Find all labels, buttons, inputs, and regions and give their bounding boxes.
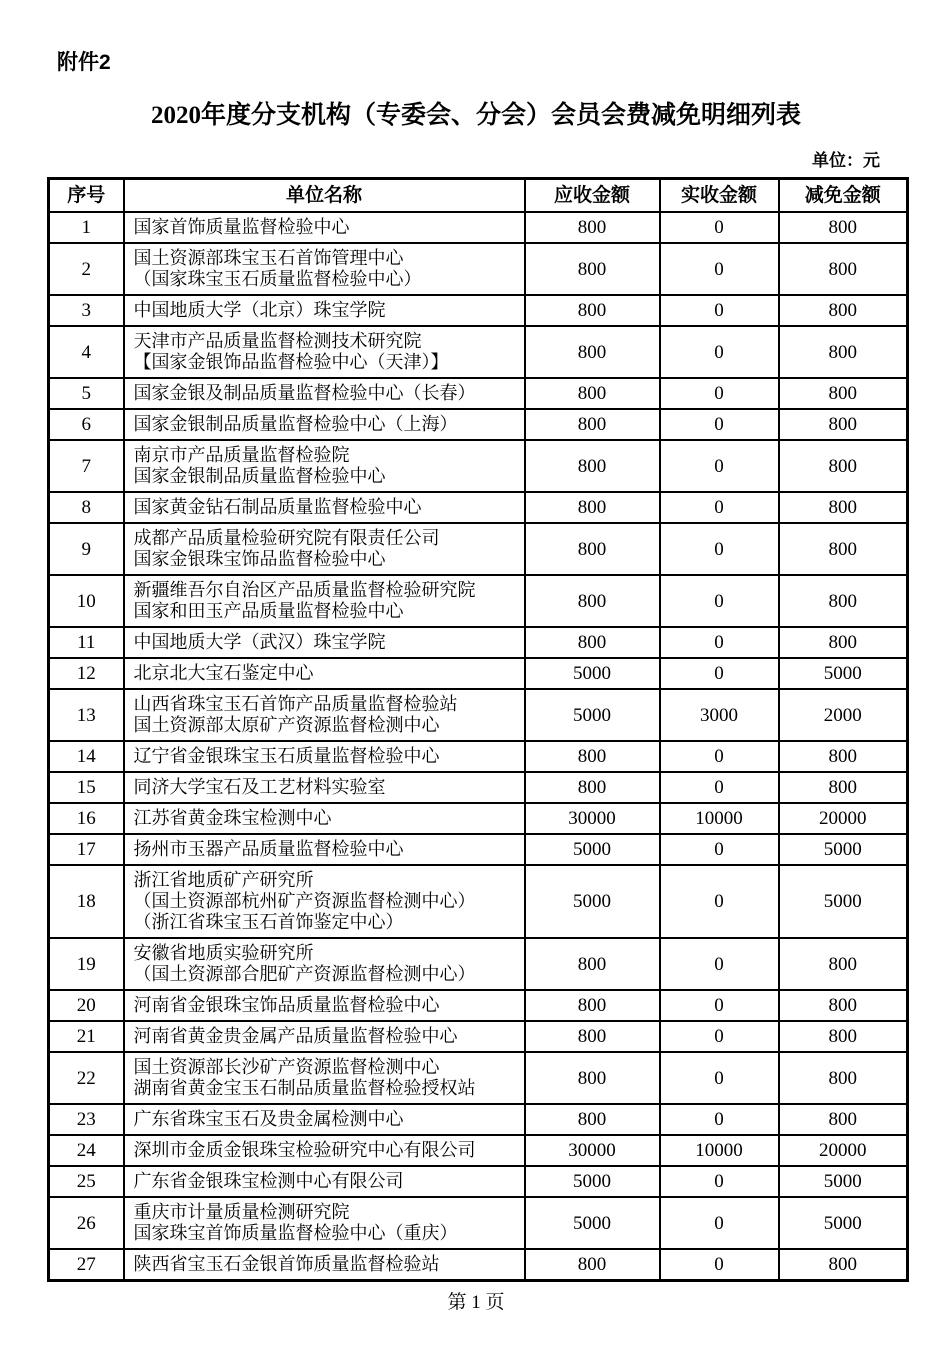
receivable-amount: 800 bbox=[525, 409, 660, 440]
row-no: 5 bbox=[49, 378, 124, 409]
row-no: 23 bbox=[49, 1104, 124, 1135]
unit-name-line: 浙江省地质矿产研究所 bbox=[133, 870, 314, 890]
unit-name bbox=[124, 212, 525, 243]
receivable-amount: 800 bbox=[525, 295, 660, 326]
unit-name-line: 同济大学宝石及工艺材料实验室 bbox=[133, 777, 386, 797]
row-no: 17 bbox=[49, 834, 124, 865]
row-no: 27 bbox=[49, 1249, 124, 1281]
received-amount: 0 bbox=[660, 834, 779, 865]
unit-name-line: 陕西省宝玉石金银首饰质量监督检验站 bbox=[133, 1254, 440, 1274]
reduction-amount: 800 bbox=[779, 1104, 908, 1135]
unit-name-line: 国土资源部珠宝玉石首饰管理中心 bbox=[133, 248, 404, 268]
received-amount: 0 bbox=[660, 1104, 779, 1135]
row-no: 3 bbox=[49, 295, 124, 326]
receivable-amount: 800 bbox=[525, 243, 660, 295]
received-amount: 0 bbox=[660, 575, 779, 627]
received-amount: 0 bbox=[660, 741, 779, 772]
reduction-amount: 800 bbox=[779, 295, 908, 326]
received-amount: 0 bbox=[660, 440, 779, 492]
reduction-amount: 2000 bbox=[779, 689, 908, 741]
reduction-amount: 800 bbox=[779, 523, 908, 575]
unit-name-line: 国家金银制品质量监督检验中心 bbox=[133, 466, 386, 486]
row-no: 10 bbox=[49, 575, 124, 627]
unit-name bbox=[124, 492, 525, 523]
unit-name bbox=[124, 990, 525, 1021]
received-amount: 0 bbox=[660, 1052, 779, 1104]
row-no: 6 bbox=[49, 409, 124, 440]
unit-name-line: 深圳市金质金银珠宝检验研究中心有限公司 bbox=[133, 1140, 476, 1160]
unit-name-line: 【国家金银饰品监督检验中心（天津）】 bbox=[133, 352, 449, 372]
table-row bbox=[49, 212, 908, 243]
unit-name bbox=[124, 741, 525, 772]
unit-name bbox=[124, 1021, 525, 1052]
receivable-amount: 5000 bbox=[525, 1166, 660, 1197]
table-row bbox=[49, 1135, 908, 1166]
table-row bbox=[49, 440, 908, 492]
receivable-amount: 5000 bbox=[525, 865, 660, 938]
attachment-label: 附件2 bbox=[57, 51, 111, 74]
table-row bbox=[49, 409, 908, 440]
table-body bbox=[49, 212, 908, 1281]
received-amount: 0 bbox=[660, 1021, 779, 1052]
unit-name bbox=[124, 378, 525, 409]
row-no: 25 bbox=[49, 1166, 124, 1197]
unit-name bbox=[124, 523, 525, 575]
reduction-amount: 800 bbox=[779, 492, 908, 523]
unit-name-line: 湖南省黄金宝玉石制品质量监督检验授权站 bbox=[133, 1078, 476, 1098]
table-row bbox=[49, 865, 908, 938]
row-no: 8 bbox=[49, 492, 124, 523]
unit-name-line: 山西省珠宝玉石首饰产品质量监督检验站 bbox=[133, 694, 458, 714]
unit-name bbox=[124, 1249, 525, 1281]
table-row bbox=[49, 1197, 908, 1249]
table-row bbox=[49, 243, 908, 295]
received-amount: 10000 bbox=[660, 803, 779, 834]
unit-name bbox=[124, 1135, 525, 1166]
header-received: 实收金额 bbox=[660, 179, 779, 213]
received-amount: 0 bbox=[660, 990, 779, 1021]
reduction-amount: 800 bbox=[779, 378, 908, 409]
receivable-amount: 800 bbox=[525, 523, 660, 575]
row-no: 18 bbox=[49, 865, 124, 938]
receivable-amount: 800 bbox=[525, 990, 660, 1021]
receivable-amount: 800 bbox=[525, 1249, 660, 1281]
unit-name bbox=[124, 627, 525, 658]
reduction-amount: 800 bbox=[779, 627, 908, 658]
unit-name-line: 河南省黄金贵金属产品质量监督检验中心 bbox=[133, 1026, 458, 1046]
row-no: 4 bbox=[49, 326, 124, 378]
table-row bbox=[49, 741, 908, 772]
unit-name-line: 国土资源部长沙矿产资源监督检测中心 bbox=[133, 1057, 440, 1077]
unit-name-line: 河南省金银珠宝饰品质量监督检验中心 bbox=[133, 995, 440, 1015]
unit-name-line: 天津市产品质量监督检测技术研究院 bbox=[133, 331, 422, 351]
received-amount: 3000 bbox=[660, 689, 779, 741]
unit-name bbox=[124, 1052, 525, 1104]
unit-name-line: 国家金银及制品质量监督检验中心（长春） bbox=[133, 383, 476, 403]
received-amount: 0 bbox=[660, 658, 779, 689]
table-row bbox=[49, 938, 908, 990]
receivable-amount: 800 bbox=[525, 492, 660, 523]
unit-name bbox=[124, 1166, 525, 1197]
unit-name bbox=[124, 326, 525, 378]
receivable-amount: 800 bbox=[525, 440, 660, 492]
unit-name bbox=[124, 575, 525, 627]
table-row bbox=[49, 326, 908, 378]
table-row bbox=[49, 834, 908, 865]
reduction-amount: 800 bbox=[779, 1021, 908, 1052]
reduction-amount: 800 bbox=[779, 212, 908, 243]
table-row bbox=[49, 295, 908, 326]
row-no: 22 bbox=[49, 1052, 124, 1104]
receivable-amount: 5000 bbox=[525, 1197, 660, 1249]
receivable-amount: 5000 bbox=[525, 689, 660, 741]
reduction-amount: 800 bbox=[779, 409, 908, 440]
row-no: 26 bbox=[49, 1197, 124, 1249]
receivable-amount: 800 bbox=[525, 326, 660, 378]
unit-name bbox=[124, 689, 525, 741]
unit-name-line: 重庆市计量质量检测研究院 bbox=[133, 1202, 350, 1222]
received-amount: 0 bbox=[660, 523, 779, 575]
table-row bbox=[49, 1166, 908, 1197]
unit-name-line: 辽宁省金银珠宝玉石质量监督检验中心 bbox=[133, 746, 440, 766]
unit-name bbox=[124, 938, 525, 990]
reduction-amount: 800 bbox=[779, 938, 908, 990]
received-amount: 0 bbox=[660, 1249, 779, 1281]
table-row bbox=[49, 1052, 908, 1104]
table-row bbox=[49, 378, 908, 409]
received-amount: 0 bbox=[660, 326, 779, 378]
unit-name bbox=[124, 834, 525, 865]
unit-name-line: 中国地质大学（北京）珠宝学院 bbox=[133, 300, 386, 320]
receivable-amount: 800 bbox=[525, 575, 660, 627]
reduction-amount: 5000 bbox=[779, 865, 908, 938]
row-no: 21 bbox=[49, 1021, 124, 1052]
receivable-amount: 800 bbox=[525, 1052, 660, 1104]
receivable-amount: 5000 bbox=[525, 658, 660, 689]
unit-name-line: 北京北大宝石鉴定中心 bbox=[133, 663, 314, 683]
received-amount: 0 bbox=[660, 409, 779, 440]
unit-name bbox=[124, 295, 525, 326]
page-title: 2020年度分支机构（专委会、分会）会员会费减免明细列表 bbox=[150, 102, 801, 129]
reduction-amount: 20000 bbox=[779, 1135, 908, 1166]
unit-name-line: 国家金银珠宝饰品监督检验中心 bbox=[133, 549, 386, 569]
unit-name-line: 新疆维吾尔自治区产品质量监督检验研究院 bbox=[133, 580, 476, 600]
received-amount: 10000 bbox=[660, 1135, 779, 1166]
unit-name-line: （浙江省珠宝玉石首饰鉴定中心） bbox=[133, 912, 404, 932]
header-receivable: 应收金额 bbox=[525, 179, 660, 213]
receivable-amount: 800 bbox=[525, 627, 660, 658]
receivable-amount: 800 bbox=[525, 1021, 660, 1052]
row-no: 19 bbox=[49, 938, 124, 990]
reduction-amount: 800 bbox=[779, 1249, 908, 1281]
unit-name bbox=[124, 803, 525, 834]
receivable-amount: 5000 bbox=[525, 834, 660, 865]
receivable-amount: 800 bbox=[525, 741, 660, 772]
table-row bbox=[49, 627, 908, 658]
table-row bbox=[49, 492, 908, 523]
unit-name-line: 广东省珠宝玉石及贵金属检测中心 bbox=[133, 1109, 404, 1129]
unit-name-line: 国家首饰质量监督检验中心 bbox=[133, 217, 350, 237]
reduction-amount: 5000 bbox=[779, 834, 908, 865]
unit-name-line: 安徽省地质实验研究所 bbox=[133, 943, 314, 963]
reduction-amount: 800 bbox=[779, 741, 908, 772]
unit-name-line: 成都产品质量检验研究院有限责任公司 bbox=[133, 528, 440, 548]
unit-name-line: 国家黄金钻石制品质量监督检验中心 bbox=[133, 497, 422, 517]
row-no: 2 bbox=[49, 243, 124, 295]
reduction-amount: 5000 bbox=[779, 1197, 908, 1249]
row-no: 9 bbox=[49, 523, 124, 575]
fee-reduction-table bbox=[47, 177, 909, 1282]
reduction-amount: 800 bbox=[779, 243, 908, 295]
row-no: 20 bbox=[49, 990, 124, 1021]
unit-name-line: 南京市产品质量监督检验院 bbox=[133, 445, 350, 465]
reduction-amount: 800 bbox=[779, 990, 908, 1021]
row-no: 13 bbox=[49, 689, 124, 741]
receivable-amount: 800 bbox=[525, 212, 660, 243]
unit-name bbox=[124, 409, 525, 440]
table-row bbox=[49, 1021, 908, 1052]
receivable-amount: 30000 bbox=[525, 1135, 660, 1166]
received-amount: 0 bbox=[660, 378, 779, 409]
unit-name-line: 国土资源部太原矿产资源监督检测中心 bbox=[133, 715, 440, 735]
unit-name bbox=[124, 658, 525, 689]
row-no: 7 bbox=[49, 440, 124, 492]
table-row bbox=[49, 1104, 908, 1135]
unit-note: 单位：元 bbox=[812, 151, 880, 170]
row-no: 11 bbox=[49, 627, 124, 658]
received-amount: 0 bbox=[660, 243, 779, 295]
table-row bbox=[49, 990, 908, 1021]
table-row bbox=[49, 523, 908, 575]
received-amount: 0 bbox=[660, 295, 779, 326]
received-amount: 0 bbox=[660, 1197, 779, 1249]
unit-name-line: 广东省金银珠宝检测中心有限公司 bbox=[133, 1171, 404, 1191]
header-unit-name: 单位名称 bbox=[124, 179, 525, 213]
table-row bbox=[49, 575, 908, 627]
header-reduction: 减免金额 bbox=[779, 179, 908, 213]
unit-name bbox=[124, 865, 525, 938]
unit-name bbox=[124, 772, 525, 803]
reduction-amount: 800 bbox=[779, 575, 908, 627]
unit-name-line: （国土资源部杭州矿产资源监督检测中心） bbox=[133, 891, 476, 911]
unit-name-line: 江苏省黄金珠宝检测中心 bbox=[133, 808, 332, 828]
row-no: 24 bbox=[49, 1135, 124, 1166]
receivable-amount: 800 bbox=[525, 1104, 660, 1135]
table-row bbox=[49, 658, 908, 689]
reduction-amount: 800 bbox=[779, 440, 908, 492]
table-row bbox=[49, 1249, 908, 1281]
received-amount: 0 bbox=[660, 772, 779, 803]
table-row bbox=[49, 803, 908, 834]
received-amount: 0 bbox=[660, 865, 779, 938]
unit-name-line: （国家珠宝玉石质量监督检验中心） bbox=[133, 269, 422, 289]
unit-name-line: 扬州市玉器产品质量监督检验中心 bbox=[133, 839, 404, 859]
unit-name-line: 国家金银制品质量监督检验中心（上海） bbox=[133, 414, 458, 434]
row-no: 16 bbox=[49, 803, 124, 834]
row-no: 14 bbox=[49, 741, 124, 772]
received-amount: 0 bbox=[660, 938, 779, 990]
reduction-amount: 20000 bbox=[779, 803, 908, 834]
table-header-row bbox=[49, 179, 908, 213]
page-number: 第 1 页 bbox=[447, 1292, 505, 1313]
unit-name-line: 国家和田玉产品质量监督检验中心 bbox=[133, 601, 404, 621]
unit-name bbox=[124, 1197, 525, 1249]
reduction-amount: 800 bbox=[779, 772, 908, 803]
unit-name-line: 中国地质大学（武汉）珠宝学院 bbox=[133, 632, 386, 652]
unit-name-line: （国土资源部合肥矿产资源监督检测中心） bbox=[133, 964, 476, 984]
receivable-amount: 800 bbox=[525, 772, 660, 803]
receivable-amount: 30000 bbox=[525, 803, 660, 834]
unit-name-line: 国家珠宝首饰质量监督检验中心（重庆） bbox=[133, 1223, 458, 1243]
received-amount: 0 bbox=[660, 1166, 779, 1197]
unit-name bbox=[124, 440, 525, 492]
reduction-amount: 800 bbox=[779, 326, 908, 378]
row-no: 1 bbox=[49, 212, 124, 243]
received-amount: 0 bbox=[660, 492, 779, 523]
receivable-amount: 800 bbox=[525, 938, 660, 990]
unit-name bbox=[124, 1104, 525, 1135]
reduction-amount: 5000 bbox=[779, 1166, 908, 1197]
receivable-amount: 800 bbox=[525, 378, 660, 409]
received-amount: 0 bbox=[660, 627, 779, 658]
header-no: 序号 bbox=[49, 179, 124, 213]
reduction-amount: 5000 bbox=[779, 658, 908, 689]
reduction-amount: 800 bbox=[779, 1052, 908, 1104]
table-row bbox=[49, 772, 908, 803]
row-no: 12 bbox=[49, 658, 124, 689]
table-row bbox=[49, 689, 908, 741]
received-amount: 0 bbox=[660, 212, 779, 243]
row-no: 15 bbox=[49, 772, 124, 803]
unit-name bbox=[124, 243, 525, 295]
